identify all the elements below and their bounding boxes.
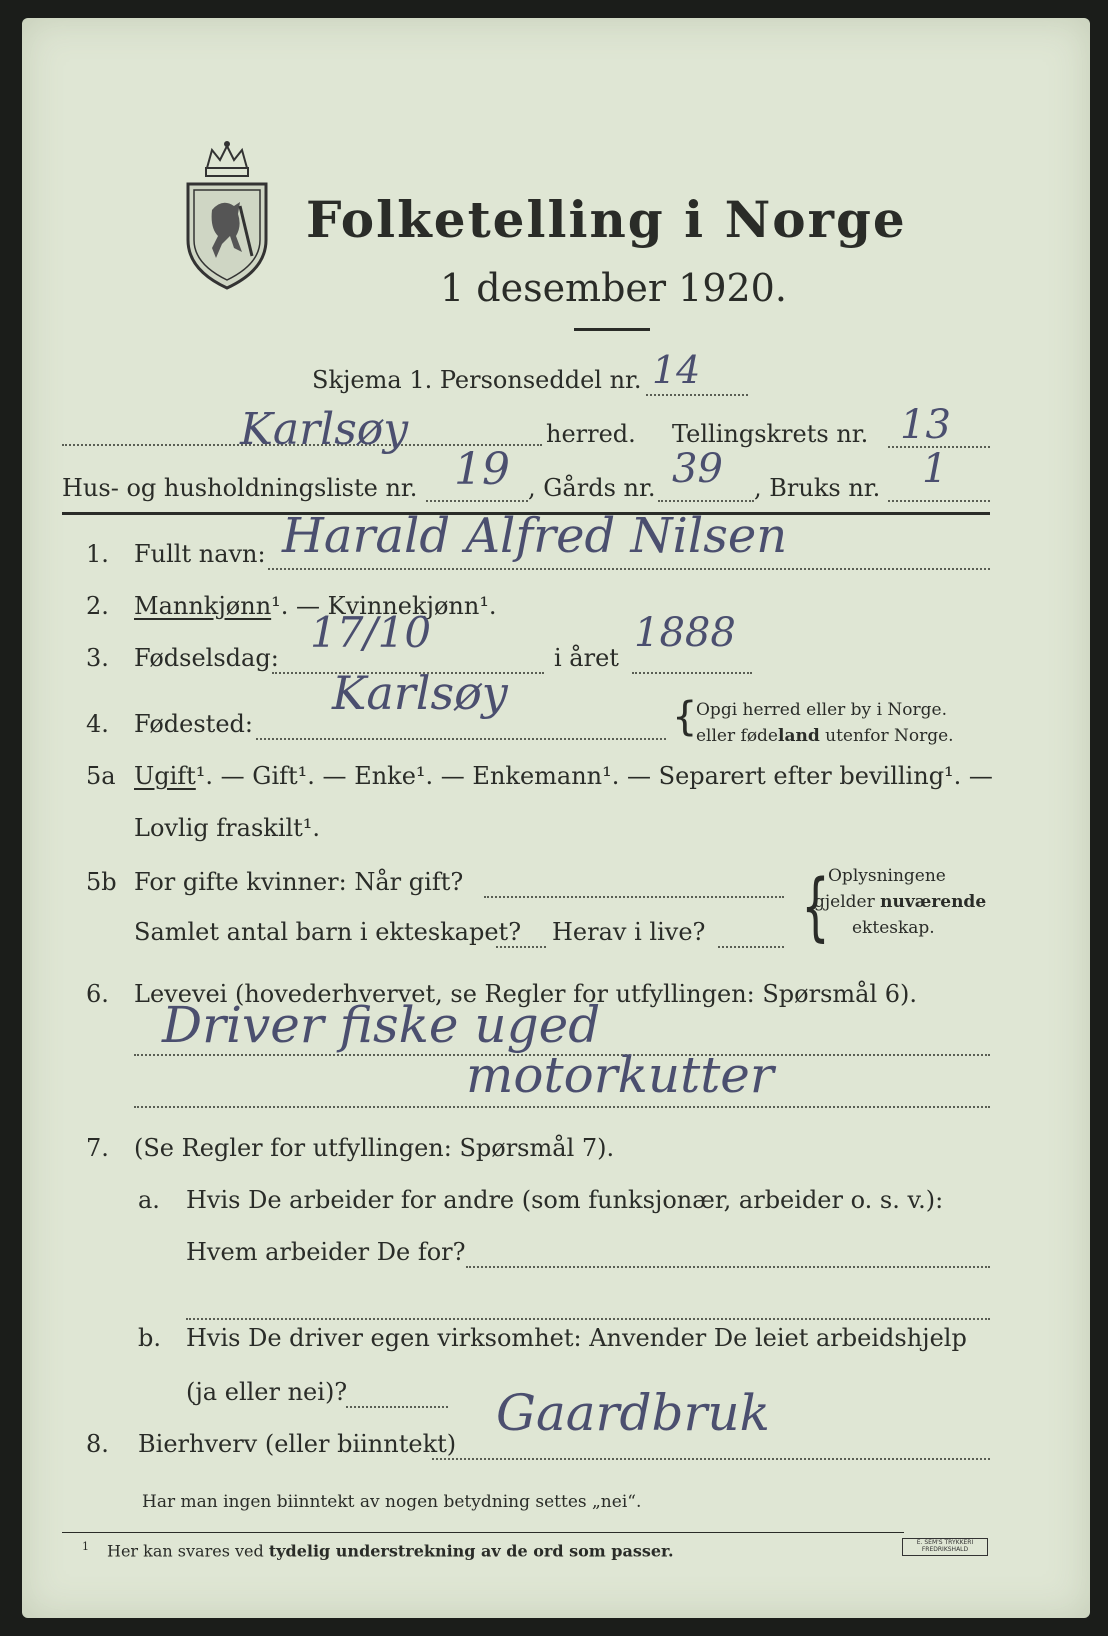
q3-birthday-value: 17/10 <box>310 608 432 657</box>
printer-stamp: E. SEM'S TRYKKERI FREDRIKSHALD <box>902 1538 988 1556</box>
q5b-note-2-pre: gjelder <box>814 892 881 912</box>
q8-line <box>432 1458 990 1460</box>
q6-occupation-value-2: motorkutter <box>466 1046 774 1104</box>
footnote-separator <box>62 1532 904 1533</box>
q5b-note-2 <box>814 892 986 912</box>
husholdningsliste-line <box>426 500 528 502</box>
footnote-pre: Her kan svares ved <box>107 1541 269 1561</box>
q2-separator: ¹. — <box>271 592 328 620</box>
q2-female-option: Kvinnekjønn <box>327 592 480 620</box>
q5a-options <box>134 762 993 790</box>
census-date: 1 desember 1920. <box>440 266 787 310</box>
bruks-value: 1 <box>922 446 948 492</box>
q5b-label: For gifte kvinner: Når gift? <box>134 868 464 896</box>
q2-end: ¹. <box>479 592 497 620</box>
q6-occupation-value-1: Driver fiske uged <box>162 996 601 1054</box>
q1-full-name-value: Harald Alfred Nilsen <box>282 508 788 564</box>
q4-brace: { <box>672 694 698 740</box>
q7b-label-2: (ja eller nei)? <box>186 1378 348 1406</box>
q4-note-2-bold: land <box>778 726 820 746</box>
q4-birthplace-value: Karlsøy <box>332 666 508 720</box>
q4-note-2-pre: eller føde <box>696 726 778 746</box>
norway-coat-of-arms-icon <box>182 140 272 290</box>
q2-male-option: Mannkjønn <box>134 592 272 620</box>
q3-label: Fødselsdag: <box>134 644 279 672</box>
census-form-sheet <box>22 18 1090 1618</box>
footnote <box>82 1540 674 1560</box>
form-title: Folketelling i Norge <box>306 190 907 249</box>
q3-year-value: 1888 <box>634 610 736 656</box>
q5b-children-line <box>496 946 546 948</box>
q5b-note-1: Oplysningene <box>828 866 946 886</box>
q5b-note-3: ekteskap. <box>852 918 935 938</box>
gards-value: 39 <box>672 446 723 492</box>
schema-number-value: 14 <box>652 348 701 392</box>
q5a-line2: Lovlig fraskilt¹. <box>134 814 321 842</box>
q4-note-2 <box>696 726 954 746</box>
gards-label: , Gårds nr. <box>528 474 656 502</box>
q5a-other-options: ¹. — Gift¹. — Enke¹. — Enkemann¹. — Separert efter bevilling¹. — <box>195 762 993 790</box>
q3-year-label: i året <box>554 644 619 672</box>
q5b-alive-label: Herav i live? <box>552 918 706 946</box>
q4-note-1: Opgi herred eller by i Norge. <box>696 700 947 720</box>
q4-number: 4. <box>86 710 109 738</box>
q1-label: Fullt navn: <box>134 540 266 568</box>
q5b-children-label: Samlet antal barn i ekteskapet? <box>134 918 522 946</box>
tellingskrets-label: Tellingskrets nr. <box>672 420 869 448</box>
q7b-number: b. <box>138 1324 161 1352</box>
q5b-number: 5b <box>86 868 117 896</box>
title-divider <box>574 328 650 331</box>
q7b-line <box>346 1406 448 1408</box>
q8-number: 8. <box>86 1430 109 1458</box>
q7a-line-2 <box>186 1318 990 1320</box>
q4-note-2-post: utenfor Norge. <box>819 726 954 746</box>
q7a-label: Hvis De arbeider for andre (som funksjonær, arbeider o. s. v.): <box>186 1186 944 1214</box>
footnote-bold: tydelig understrekning av de ord som passer. <box>268 1541 674 1561</box>
q7b-label: Hvis De driver egen virksomhet: Anvender De leiet arbeidshjelp <box>186 1324 967 1352</box>
schema-label: Skjema 1. Personseddel nr. <box>312 366 642 394</box>
q3-number: 3. <box>86 644 109 672</box>
husholdningsliste-label: Hus- og husholdningsliste nr. <box>62 474 418 502</box>
footnote-mark: 1 <box>82 1540 89 1553</box>
q1-number: 1. <box>86 540 109 568</box>
q7-number: 7. <box>86 1134 109 1162</box>
q5a-ugift-option: Ugift <box>134 762 196 790</box>
q7a-line-1 <box>466 1266 990 1268</box>
q1-line <box>268 568 990 570</box>
q7a-label-2: Hvem arbeider De for? <box>186 1238 466 1266</box>
bruks-line <box>888 500 990 502</box>
q5b-alive-line <box>718 946 784 948</box>
q4-line <box>256 738 666 740</box>
q5b-brace: { <box>801 864 830 950</box>
schema-number-line <box>646 394 748 396</box>
herred-label: herred. <box>546 420 636 448</box>
nei-note: Har man ingen biinntekt av nogen betydning settes „nei“. <box>142 1492 642 1512</box>
q8-secondary-occupation-value: Gaardbruk <box>496 1384 770 1442</box>
q5b-note-2-bold: nuværende <box>880 892 987 912</box>
q2-number: 2. <box>86 592 109 620</box>
q6-number: 6. <box>86 980 109 1008</box>
q3-year-line <box>632 672 752 674</box>
q5a-number: 5a <box>86 762 116 790</box>
q7a-number: a. <box>138 1186 160 1214</box>
q8-label: Bierhverv (eller biinntekt) <box>138 1430 457 1458</box>
bruks-label: , Bruks nr. <box>754 474 881 502</box>
q6-label: Levevei (hovederhvervet, se Regler for utfyllingen: Spørsmål 6). <box>134 980 918 1008</box>
tellingskrets-value: 13 <box>900 402 951 448</box>
q6-line-2 <box>134 1106 990 1108</box>
husholdningsliste-value: 19 <box>454 444 510 495</box>
q7-label: (Se Regler for utfyllingen: Spørsmål 7). <box>134 1134 615 1162</box>
q5b-married-line <box>484 896 784 898</box>
gards-line <box>658 500 754 502</box>
q4-label: Fødested: <box>134 710 253 738</box>
herred-value: Karlsøy <box>240 404 409 455</box>
